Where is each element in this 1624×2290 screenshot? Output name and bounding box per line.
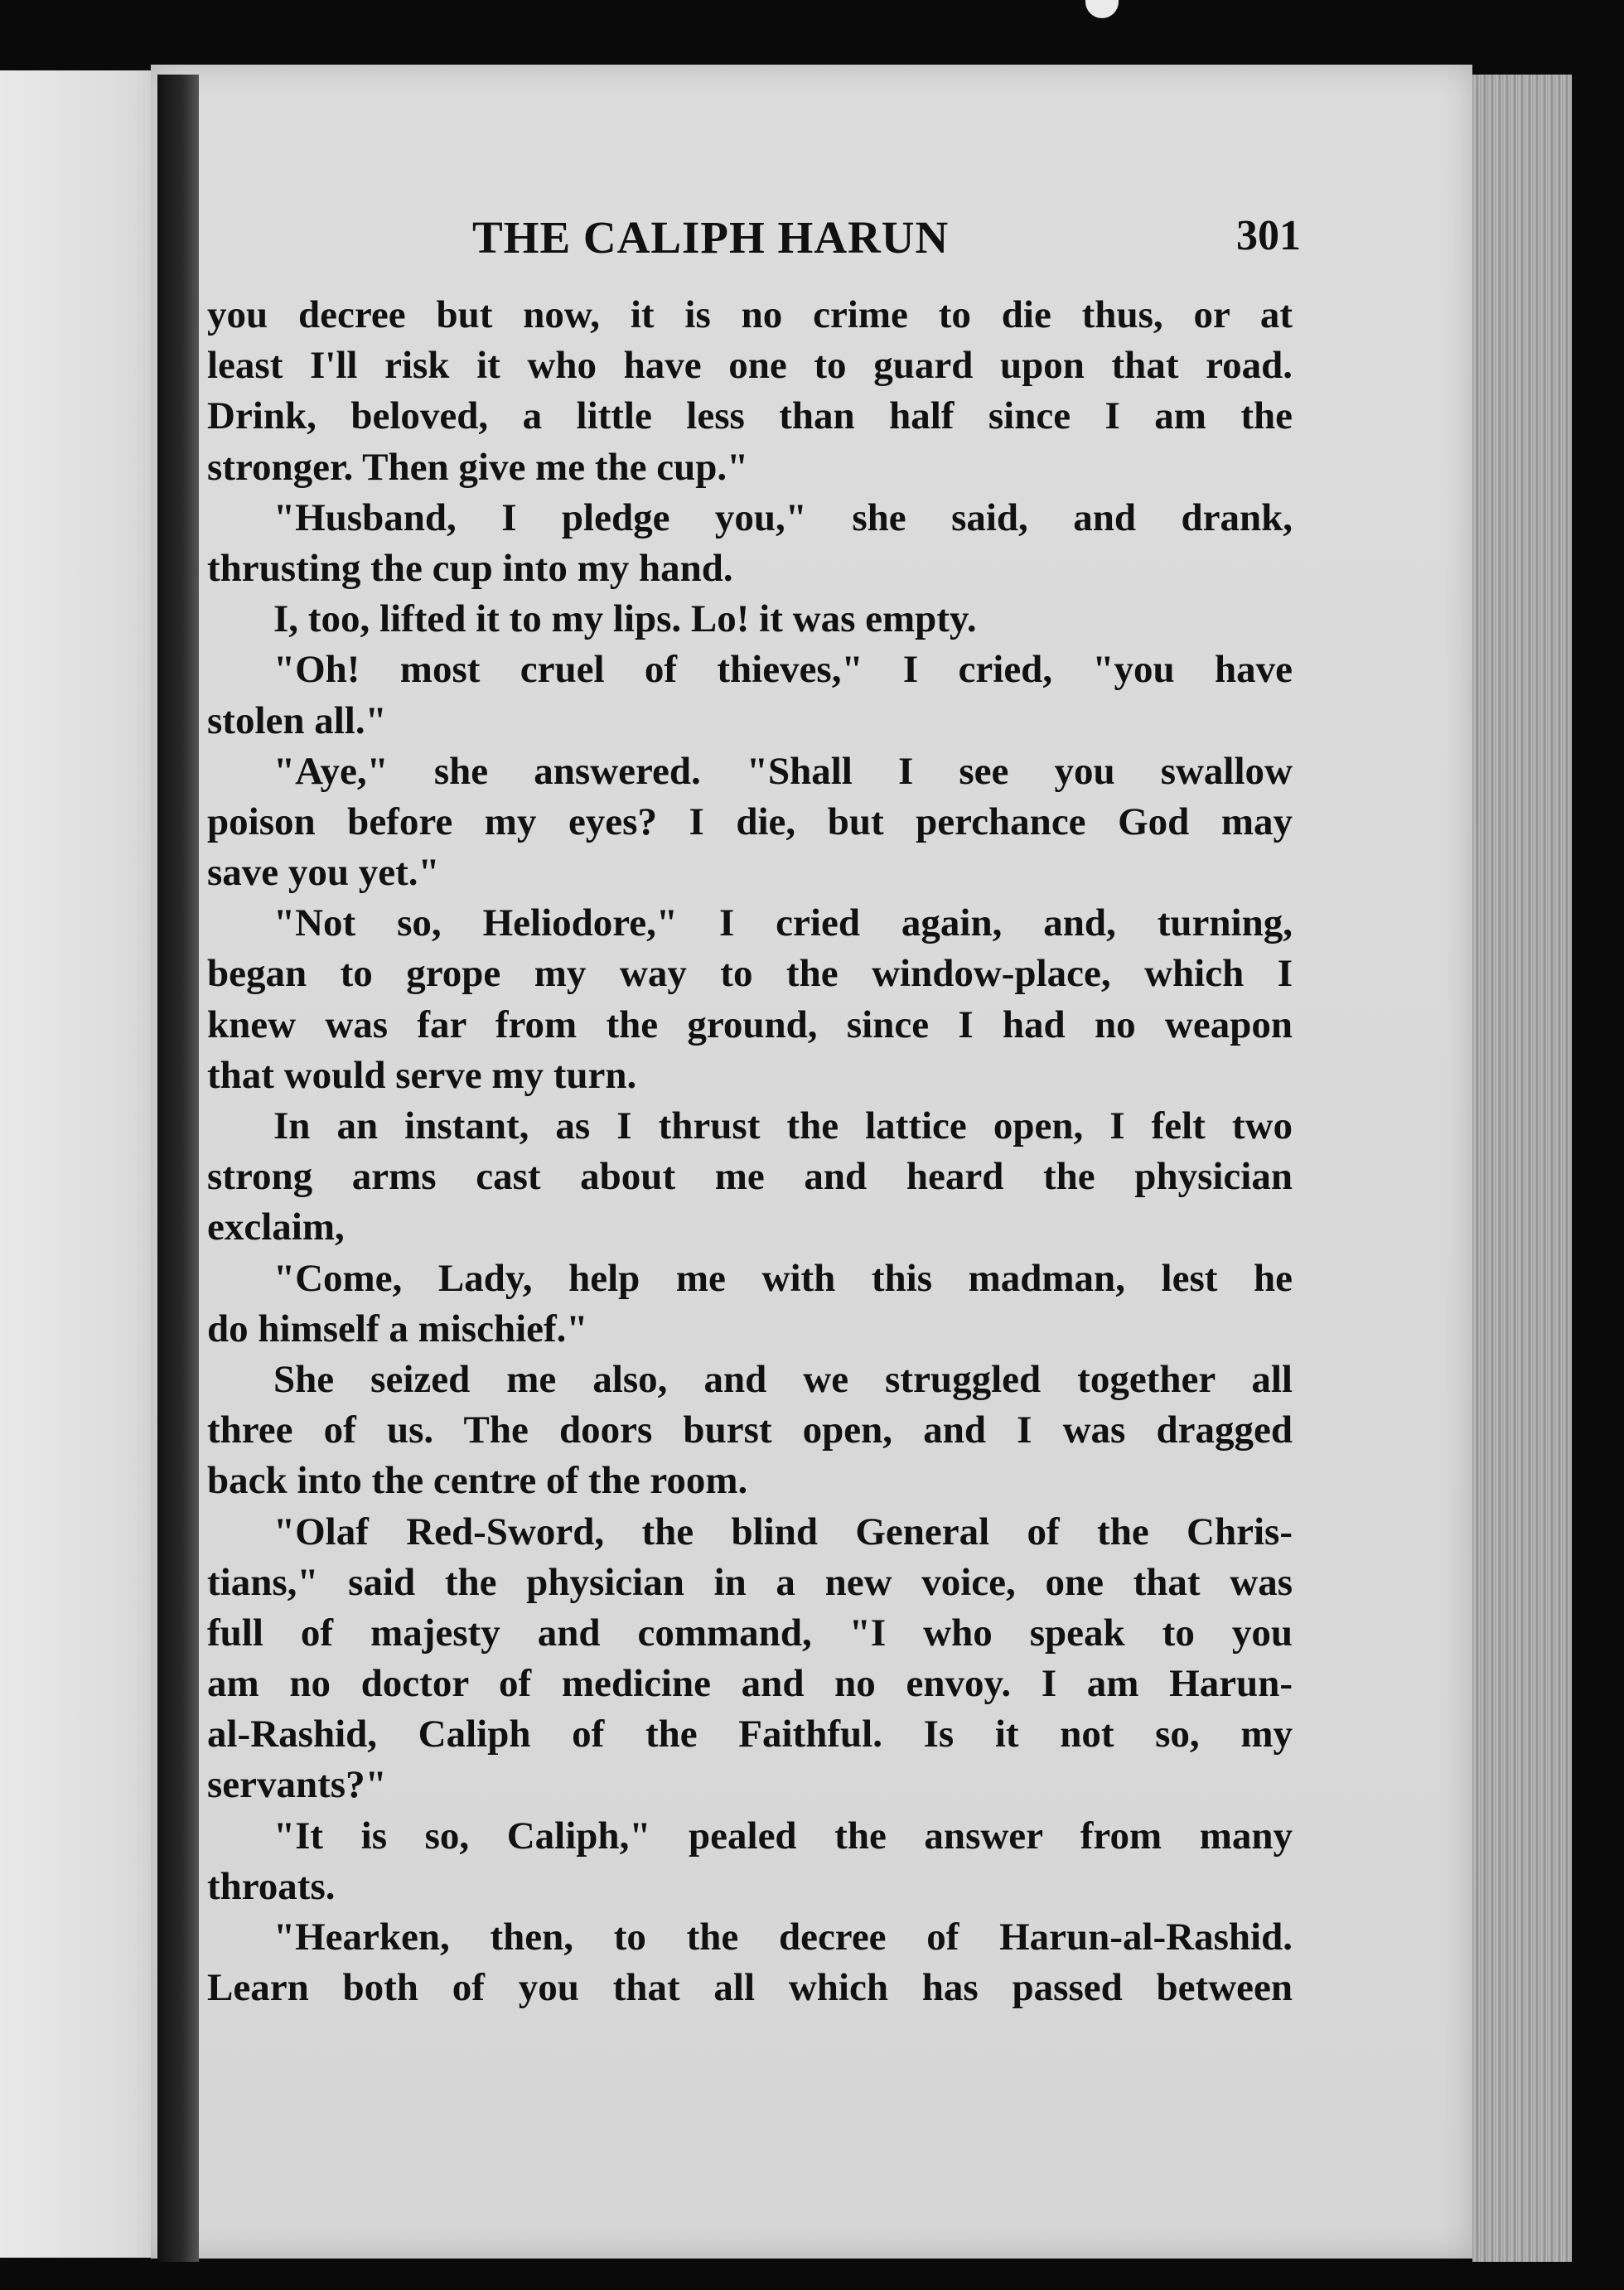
text-line: tians," said the physician in a new voice, one that was <box>207 1560 1293 1604</box>
scan-speck <box>1085 0 1119 18</box>
text-line: "Aye," she answered. "Shall I see you swallow <box>273 749 1293 793</box>
text-line: full of majesty and command, "I who speak to you <box>207 1611 1293 1655</box>
text-line: stronger. Then give me the cup." <box>207 445 749 489</box>
text-line: "Husband, I pledge you," she said, and drank, <box>273 495 1293 539</box>
text-line: three of us. The doors burst open, and I was dragged <box>207 1408 1293 1452</box>
body-text <box>207 290 1293 2013</box>
page-number: 301 <box>1236 212 1301 259</box>
text-line: do himself a mischief." <box>207 1307 588 1350</box>
text-line: servants?" <box>207 1763 387 1807</box>
text-line: Learn both of you that all which has passed between <box>207 1966 1293 2010</box>
text-line: am no doctor of medicine and no envoy. I am Harun- <box>207 1662 1293 1706</box>
text-line: In an instant, as I thrust the lattice open, I felt two <box>273 1104 1293 1147</box>
text-line: you decree but now, it is no crime to die thus, or at <box>207 293 1293 336</box>
text-line: stolen all." <box>207 698 387 742</box>
text-line: that would serve my turn. <box>207 1053 637 1097</box>
text-line: throats. <box>207 1864 336 1908</box>
text-line: She seized me also, and we struggled together all <box>273 1357 1293 1401</box>
text-line: began to grope my way to the window-place, which I <box>207 952 1293 996</box>
text-line: thrusting the cup into my hand. <box>207 546 733 590</box>
text-line: exclaim, <box>207 1205 345 1249</box>
text-line: strong arms cast about me and heard the physician <box>207 1155 1293 1199</box>
text-line: "It is so, Caliph," pealed the answer from many <box>273 1814 1293 1858</box>
text-line: least I'll risk it who have one to guard upon that road. <box>207 344 1293 388</box>
text-line: "Oh! most cruel of thieves," I cried, "you have <box>273 648 1293 692</box>
page-stack-edges <box>1472 75 1572 2262</box>
text-line: "Hearken, then, to the decree of Harun-al-Rashid. <box>273 1916 1293 1959</box>
text-line: save you yet." <box>207 851 440 895</box>
text-line: knew was far from the ground, since I had no weapon <box>207 1002 1293 1046</box>
text-line: back into the centre of the room. <box>207 1459 748 1503</box>
text-line: I, too, lifted it to my lips. Lo! it was empty. <box>273 597 977 641</box>
text-line: Drink, beloved, a little less than half since I am the <box>207 394 1293 438</box>
text-line: "Come, Lady, help me with this madman, lest he <box>273 1256 1293 1300</box>
book-gutter <box>157 75 199 2262</box>
facing-page-edge <box>0 70 157 2258</box>
text-line: "Olaf Red-Sword, the blind General of the Chris- <box>273 1510 1293 1553</box>
running-head <box>199 211 1301 278</box>
text-line: "Not so, Heliodore," I cried again, and, turning, <box>273 901 1293 945</box>
text-line: al-Rashid, Caliph of the Faithful. Is it not so, my <box>207 1713 1293 1756</box>
running-title: THE CALIPH HARUN <box>472 212 950 263</box>
text-line: poison before my eyes? I die, but perchance God may <box>207 800 1293 843</box>
